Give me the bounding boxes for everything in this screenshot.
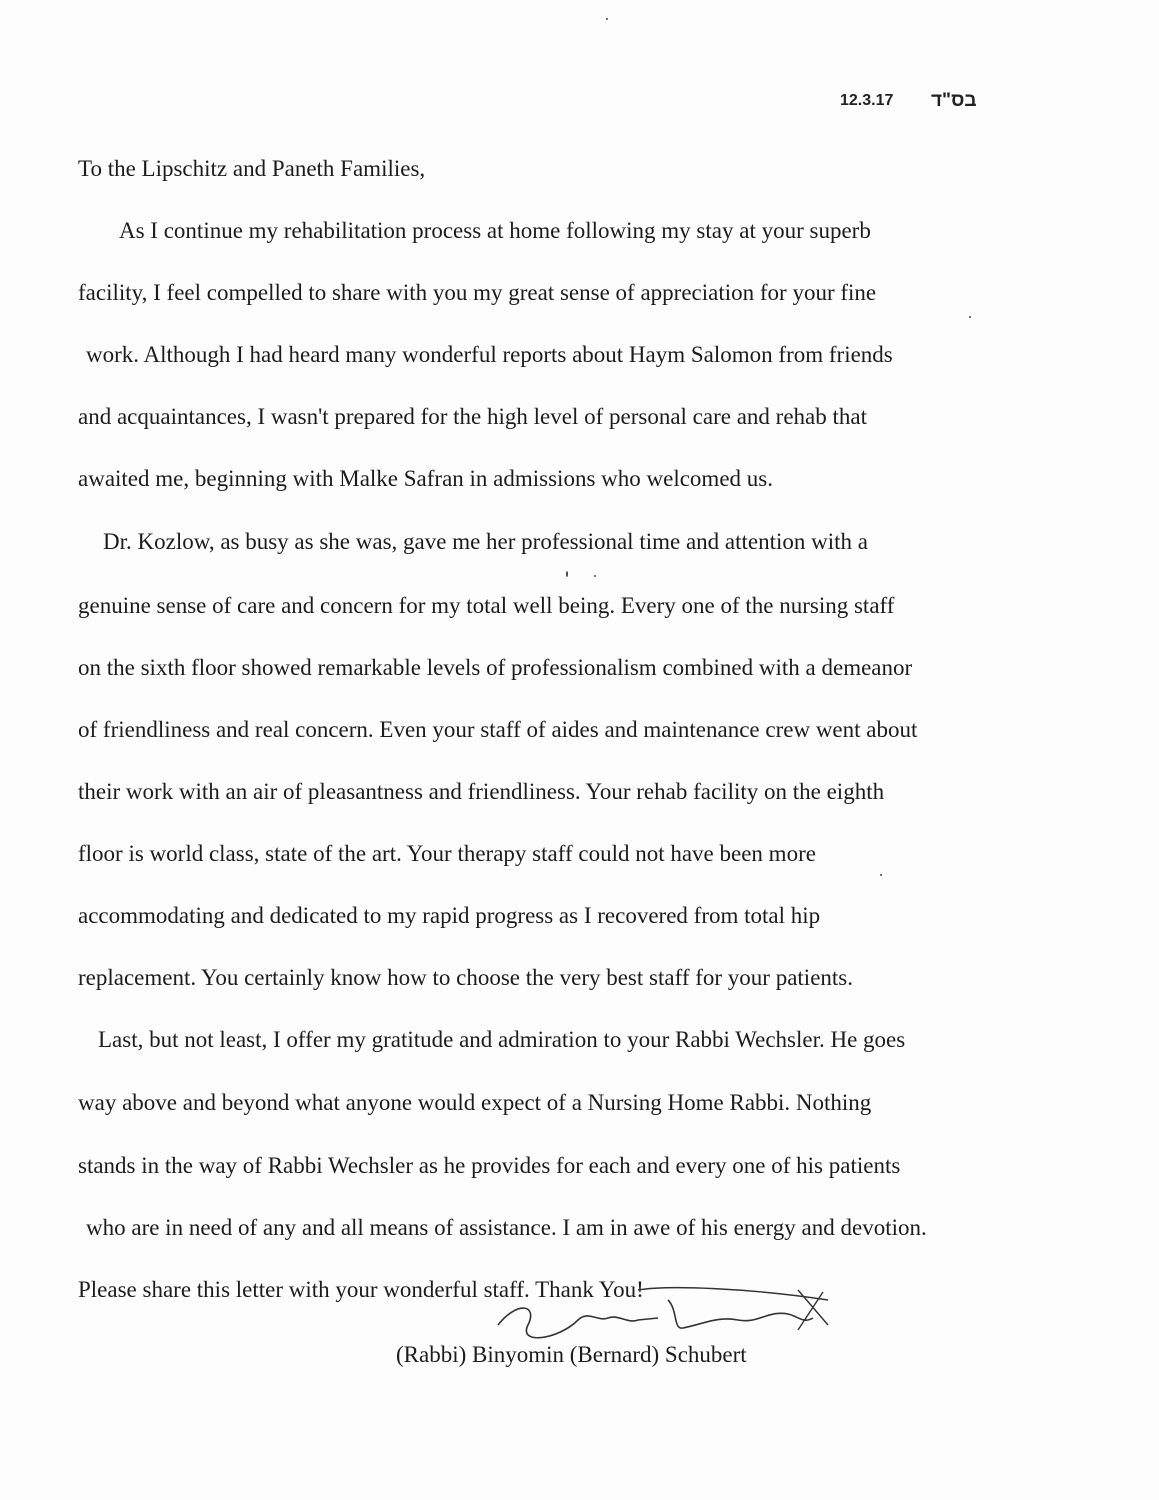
letter-line: of friendliness and real concern. Even your staff of aides and maintenance crew went about [78,717,918,742]
letter-line: way above and beyond what anyone would expect of a Nursing Home Rabbi. Nothing [78,1090,872,1115]
letter-line: Please share this letter with your wonderful staff. Thank You! [78,1277,644,1302]
letter-line: accommodating and dedicated to my rapid progress as I recovered from total hip [78,903,821,928]
letter-line: on the sixth floor showed remarkable levels of professionalism combined with a demeanor [78,655,913,680]
letter-line: As I continue my rehabilitation process at home following my stay at your superb [119,218,871,243]
signature-name: (Rabbi) Binyomin (Bernard) Schubert [396,1342,747,1367]
scan-speck [594,575,596,577]
letter-line: replacement. You certainly know how to choose the very best staff for your patients. [78,965,853,990]
letter-line: awaited me, beginning with Malke Safran in admissions who welcomed us. [78,466,773,491]
scan-speck [969,316,971,318]
scan-speck [566,571,568,577]
letter-line: their work with an air of pleasantness and friendliness. Your rehab facility on the eighth [78,779,885,804]
letter-line: genuine sense of care and concern for my total well being. Every one of the nursing staff [78,593,895,618]
letter-line: stands in the way of Rabbi Wechsler as he provides for each and every one of his patients [78,1153,901,1178]
letter-line: Last, but not least, I offer my gratitude and admiration to your Rabbi Wechsler. He goes [98,1027,906,1052]
hebrew-heading: בס"ד [931,90,977,111]
letter-date: 12.3.17 [840,92,894,109]
scan-speck [880,874,882,876]
letter-line: Dr. Kozlow, as busy as she was, gave me her professional time and attention with a [103,529,868,554]
letter-line: work. Although I had heard many wonderful reports about Haym Salomon from friends [86,342,893,367]
letter-line: floor is world class, state of the art. Your therapy staff could not have been more [78,841,816,866]
letter-line: and acquaintances, I wasn't prepared for the high level of personal care and rehab that [78,404,867,429]
letter-header [835,90,1035,116]
scan-speck [606,18,608,20]
letter-line: who are in need of any and all means of assistance. I am in awe of his energy and devotion. [86,1215,927,1240]
salutation: To the Lipschitz and Paneth Families, [78,156,426,181]
letter-line: facility, I feel compelled to share with you my great sense of appreciation for your fine [78,280,877,305]
